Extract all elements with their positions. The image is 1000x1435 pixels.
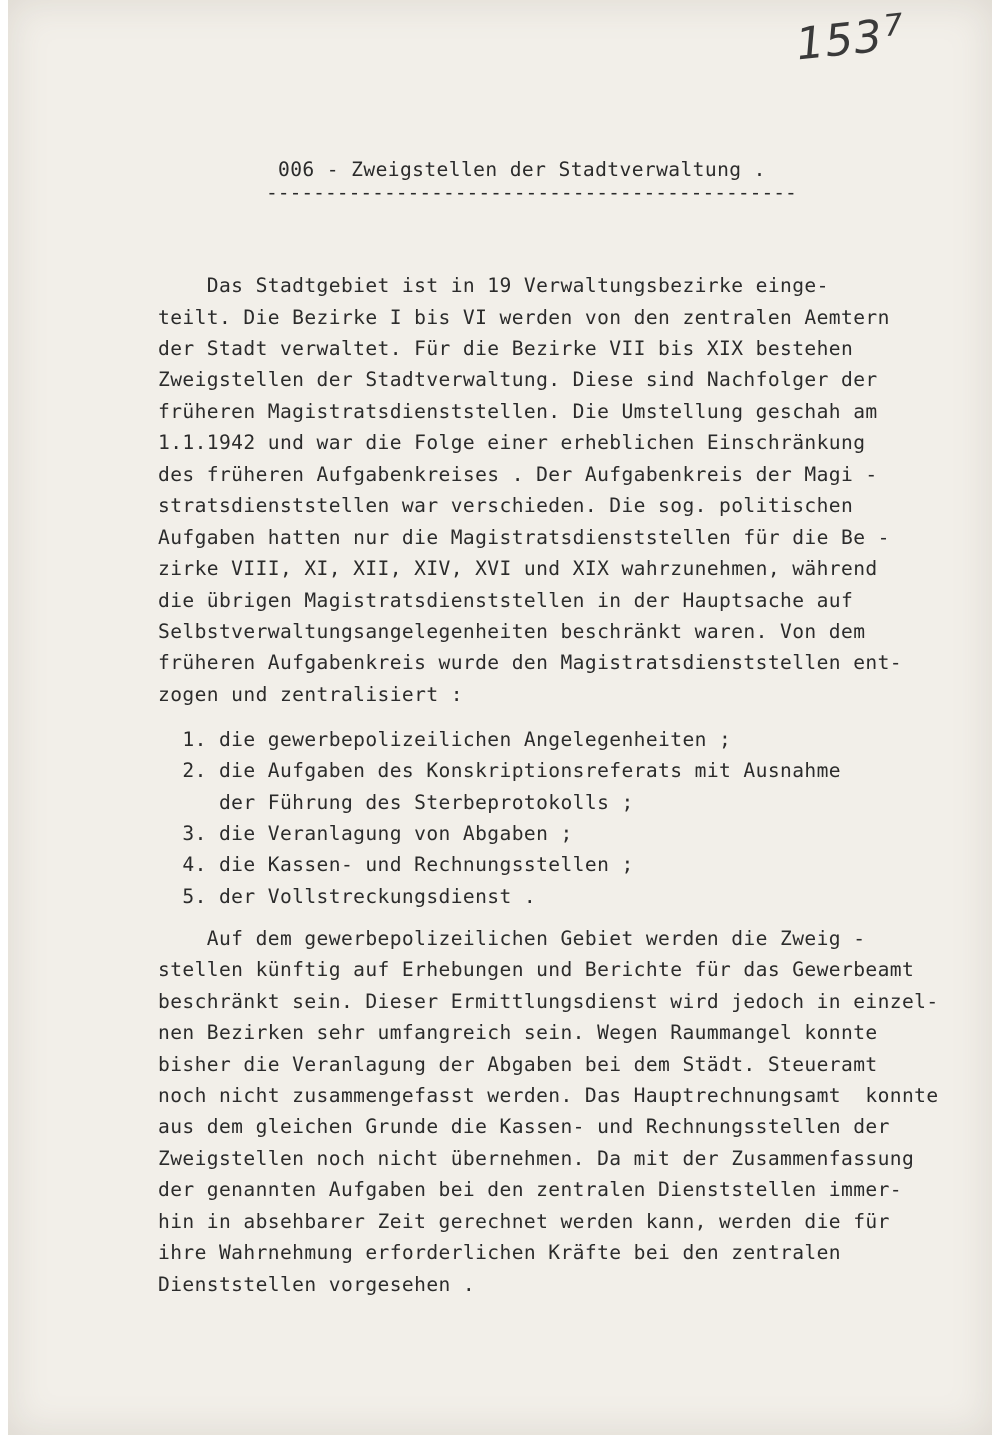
paragraph1-line: früheren Aufgabenkreis wurde den Magistratsdienststellen ent- bbox=[158, 651, 902, 674]
paragraph1-line: Selbstverwaltungsangelegenheiten beschränkt waren. Von dem bbox=[158, 620, 866, 643]
paragraph2-line: stellen künftig auf Erhebungen und Berichte für das Gewerbeamt bbox=[158, 958, 915, 981]
paragraph1-line: stratsdienststellen war verschieden. Die sog. politischen bbox=[158, 494, 854, 517]
paragraph2-line: aus dem gleichen Grunde die Kassen- und Rechnungsstellen der bbox=[158, 1115, 890, 1138]
folio-main: 153 bbox=[793, 10, 886, 71]
page-margin-right bbox=[992, 0, 1000, 1435]
heading-underline: --------------------------------------------- bbox=[266, 181, 797, 204]
paragraph2-line: noch nicht zusammengefasst werden. Das Hauptrechnungsamt konnte bbox=[158, 1084, 939, 1107]
list-item: 4. die Kassen- und Rechnungsstellen ; bbox=[158, 853, 634, 876]
paragraph2-line: beschränkt sein. Dieser Ermittlungsdienst wird jedoch in einzel- bbox=[158, 990, 939, 1013]
paragraph1-line: des früheren Aufgabenkreises . Der Aufgabenkreis der Magi - bbox=[158, 463, 878, 486]
paragraph2-line: der genannten Aufgaben bei den zentralen Dienststellen immer- bbox=[158, 1178, 902, 1201]
paragraph2-line: Auf dem gewerbepolizeilichen Gebiet werden die Zweig - bbox=[158, 927, 866, 950]
document-heading: 006 - Zweigstellen der Stadtverwaltung . bbox=[278, 158, 766, 181]
paragraph1-line: früheren Magistratsdienststellen. Die Umstellung geschah am bbox=[158, 400, 878, 423]
paragraph1-line: zirke VIII, XI, XII, XIV, XVI und XIX wahrzunehmen, während bbox=[158, 557, 878, 580]
paragraph1-line: Das Stadtgebiet ist in 19 Verwaltungsbezirke einge- bbox=[158, 274, 829, 297]
list-item: 3. die Veranlagung von Abgaben ; bbox=[158, 822, 573, 845]
paragraph1-line: Aufgaben hatten nur die Magistratsdienststellen für die Be - bbox=[158, 526, 890, 549]
paragraph1-line: teilt. Die Bezirke I bis VI werden von den zentralen Aemtern bbox=[158, 306, 890, 329]
paragraph1-line: Zweigstellen der Stadtverwaltung. Diese sind Nachfolger der bbox=[158, 368, 878, 391]
paragraph2-line: ihre Wahrnehmung erforderlichen Kräfte bei den zentralen bbox=[158, 1241, 841, 1264]
list-item: der Führung des Sterbeprotokolls ; bbox=[158, 791, 634, 814]
paragraph1-line: 1.1.1942 und war die Folge einer erheblichen Einschränkung bbox=[158, 431, 866, 454]
paragraph1-line: zogen und zentralisiert : bbox=[158, 683, 463, 706]
folio-suffix: 7 bbox=[882, 7, 906, 45]
paragraph2-line: nen Bezirken sehr umfangreich sein. Wegen Raummangel konnte bbox=[158, 1021, 878, 1044]
page-margin-left bbox=[0, 0, 8, 1435]
paragraph1-line: die übrigen Magistratsdienststellen in der Hauptsache auf bbox=[158, 589, 854, 612]
list-item: 5. der Vollstreckungsdienst . bbox=[158, 885, 537, 908]
list-item: 2. die Aufgaben des Konskriptionsreferats mit Ausnahme bbox=[158, 759, 841, 782]
paragraph2-line: hin in absehbarer Zeit gerechnet werden kann, werden die für bbox=[158, 1210, 890, 1233]
paragraph2-line: Dienststellen vorgesehen . bbox=[158, 1273, 476, 1296]
paragraph1-line: der Stadt verwaltet. Für die Bezirke VII bis XIX bestehen bbox=[158, 337, 854, 360]
paragraph2-line: bisher die Veranlagung der Abgaben bei dem Städt. Steueramt bbox=[158, 1053, 878, 1076]
paragraph2-line: Zweigstellen noch nicht übernehmen. Da mit der Zusammenfassung bbox=[158, 1147, 915, 1170]
list-item: 1. die gewerbepolizeilichen Angelegenheiten ; bbox=[158, 728, 732, 751]
